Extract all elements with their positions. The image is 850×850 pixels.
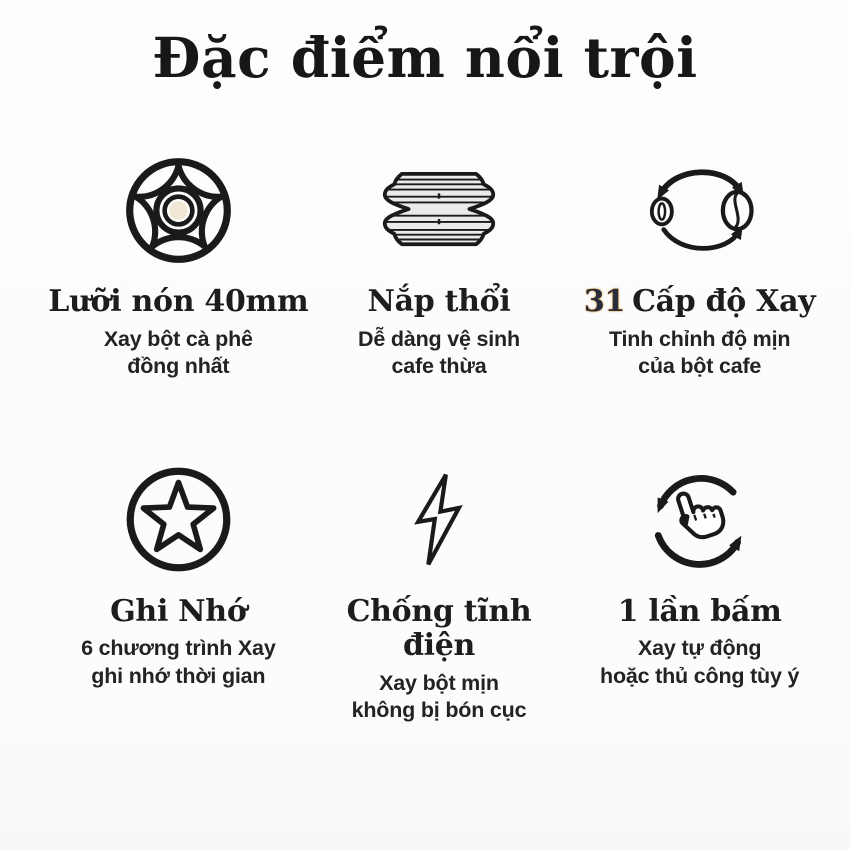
feature-desc-line1: Xay bột mịn <box>379 670 499 695</box>
page-title: Đặc điểm nổi trội <box>152 25 698 90</box>
feature-desc-line2: không bị bón cục <box>351 698 527 723</box>
one-tap-rotate-icon <box>569 457 830 583</box>
feature-desc-line2: đồng nhất <box>127 354 230 379</box>
conical-burr-icon <box>48 147 309 273</box>
feature-burr <box>48 147 309 381</box>
feature-desc-line1: Dễ dàng vệ sinh <box>358 326 520 351</box>
feature-title-text: Nắp thổi <box>367 284 511 320</box>
feature-title <box>48 285 309 320</box>
lightning-bolt-icon <box>309 457 570 583</box>
feature-description <box>48 326 309 381</box>
feature-title <box>309 595 570 664</box>
feature-title-text: Cấp độ Xay <box>632 284 816 320</box>
feature-title-text: Ghi Nhớ <box>110 593 247 629</box>
feature-desc-line1: Xay bột cà phê <box>103 326 253 351</box>
rotating-beans-icon <box>569 147 830 273</box>
feature-anti-static <box>309 457 570 725</box>
feature-one-tap <box>569 457 830 725</box>
feature-title <box>48 595 309 630</box>
feature-grind-levels <box>569 147 830 381</box>
feature-memory <box>48 457 309 725</box>
feature-title <box>309 285 570 320</box>
feature-title-text: Chống tĩnh điện <box>346 593 532 664</box>
feature-desc-line2: của bột cafe <box>638 354 762 379</box>
star-circle-icon <box>48 457 309 583</box>
feature-title <box>569 595 830 630</box>
feature-desc-line2: cafe thừa <box>391 354 487 379</box>
feature-desc-line1: 6 chương trình Xay <box>81 636 276 661</box>
feature-desc-line1: Xay tự động <box>638 636 762 661</box>
feature-title <box>569 285 830 320</box>
feature-description <box>569 635 830 690</box>
feature-description <box>48 635 309 690</box>
feature-description <box>569 326 830 381</box>
feature-title-text: 1 lần bấm <box>617 593 782 629</box>
feature-title-text: Lưỡi nón 40mm <box>48 284 309 320</box>
feature-description <box>309 326 570 381</box>
feature-desc-line1: Tinh chỉnh độ mịn <box>608 326 791 351</box>
feature-desc-line2: hoặc thủ công tùy ý <box>600 663 800 688</box>
feature-grid <box>48 147 830 725</box>
feature-title-number: 31 <box>583 284 626 320</box>
feature-description <box>309 670 570 725</box>
feature-blow-lid <box>309 147 570 381</box>
bellows-lid-icon <box>309 147 570 273</box>
feature-desc-line2: ghi nhớ thời gian <box>91 663 266 688</box>
